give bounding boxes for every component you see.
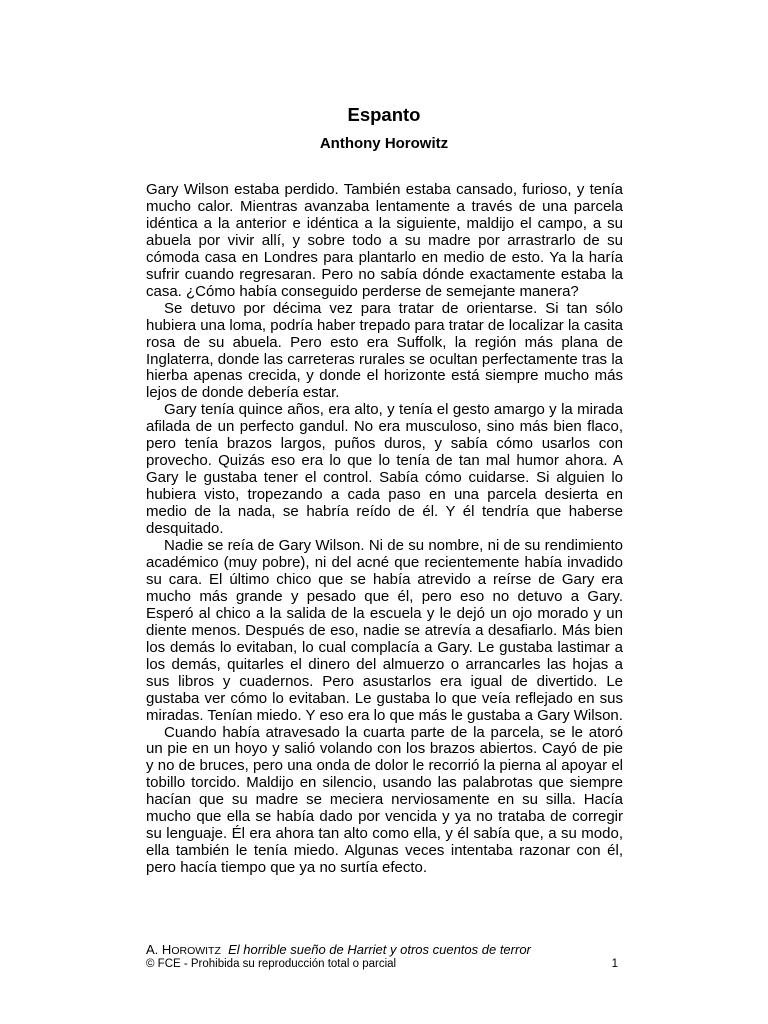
document-title: Espanto [347,104,421,125]
footer-copyright: © FCE - Prohibida su reproducción total o parcial [146,958,397,970]
footer-author-initial: A. [146,942,159,957]
footer-copyright-row [146,957,618,972]
paragraph-3: Gary tenía quince años, era alto, y tenía el gesto amargo y la mirada afilada de un perfecto gandul. No era musculoso, sino más bien flaco, pero tenía brazos largos, puños duros, y sabía cómo usarlos con provecho. Quizás eso era lo que lo tenía de tan mal humor ahora. A Gary le gustaba tener el control. Sabía cómo cuidarse. Si alguien lo hubiera visto, tropezando a cada paso en una parcela desierta en medio de la nada, se habría reído de él. Y él tendría que haberse desquitado. [146,401,623,538]
paragraph-1: Gary Wilson estaba perdido. También estaba cansado, furioso, y tenía mucho calor. Mientras avanzaba lentamente a través de una parcela idéntica a la anterior e idéntica a la siguiente, maldijo el campo, a su abuela por vivir allí, y sobre todo a su madre por arrastrarlo de su cómoda casa en Londres para plantarlo en medio de esto. Ya la haría sufrir cuando regresaran. Pero no sabía dónde exactamente estaba la casa. ¿Cómo había conseguido perderse de semejante manera? [146,181,623,300]
paragraph-2: Se detuvo por décima vez para tratar de orientarse. Si tan sólo hubiera una loma, podría haber trepado para tratar de localizar la casita rosa de su abuela. Pero esto era Suffolk, la región más plana de Inglaterra, donde las carreteras rurales se ocultan perfectamente tras la hierba apenas crecida, y donde el horizonte está siempre mucho más lejos de donde debería estar. [146,299,623,402]
footer-author-h: H [161,942,172,957]
document-author: Anthony Horowitz [319,135,449,152]
footer-book-title: El horrible sueño de Harriet y otros cuentos de terror [228,942,531,957]
paragraph-5: Cuando había atravesado la cuarta parte de la parcela, se le atoró un pie en un hoyo y salió volando con los brazos abiertos. Cayó de pie y no de bruces, pero una onda de dolor le recorrió la pierna al apoyar el tobillo torcido. Maldijo en silencio, usando las palabrotas que siempre hacían que su madre se meciera nerviosamente en su silla. Hacía mucho que ella se había dado por vencida y ya no trataba de corregir su lenguaje. Él era ahora tan alto como ella, y él sabía que, a su modo, ella también le tenía miedo. Algunas veces intentaba razonar con él, pero hacía tiempo que ya no surtía efecto. [146,723,623,877]
body-text [146,182,623,877]
footer-author-rest: OROWITZ [171,945,221,957]
paragraph-4: Nadie se reía de Gary Wilson. Ni de su nombre, ni de su rendimiento académico (muy pobre), ni del acné que recientemente había invadido su cara. El último chico que se había atrevido a reírse de Gary era mucho más grande y pesado que él, pero eso no detuvo a Gary. Esperó al chico a la salida de la escuela y le dejó un ojo morado y un diente menos. Después de eso, nadie se atrevía a desafiarlo. Más bien los demás lo evitaban, lo cual complacía a Gary. Le gustaba lastimar a los demás, quitarles el dinero del almuerzo o arrancarles las hojas a sus libros y cuadernos. Pero asustarlos era igual de divertido. Le gustaba ver cómo lo evitaban. Le gustaba lo que veía reflejado en sus miradas. Tenían miedo. Y eso era lo que más le gustaba a Gary Wilson. [146,537,623,724]
page-number: 1 [611,958,618,970]
